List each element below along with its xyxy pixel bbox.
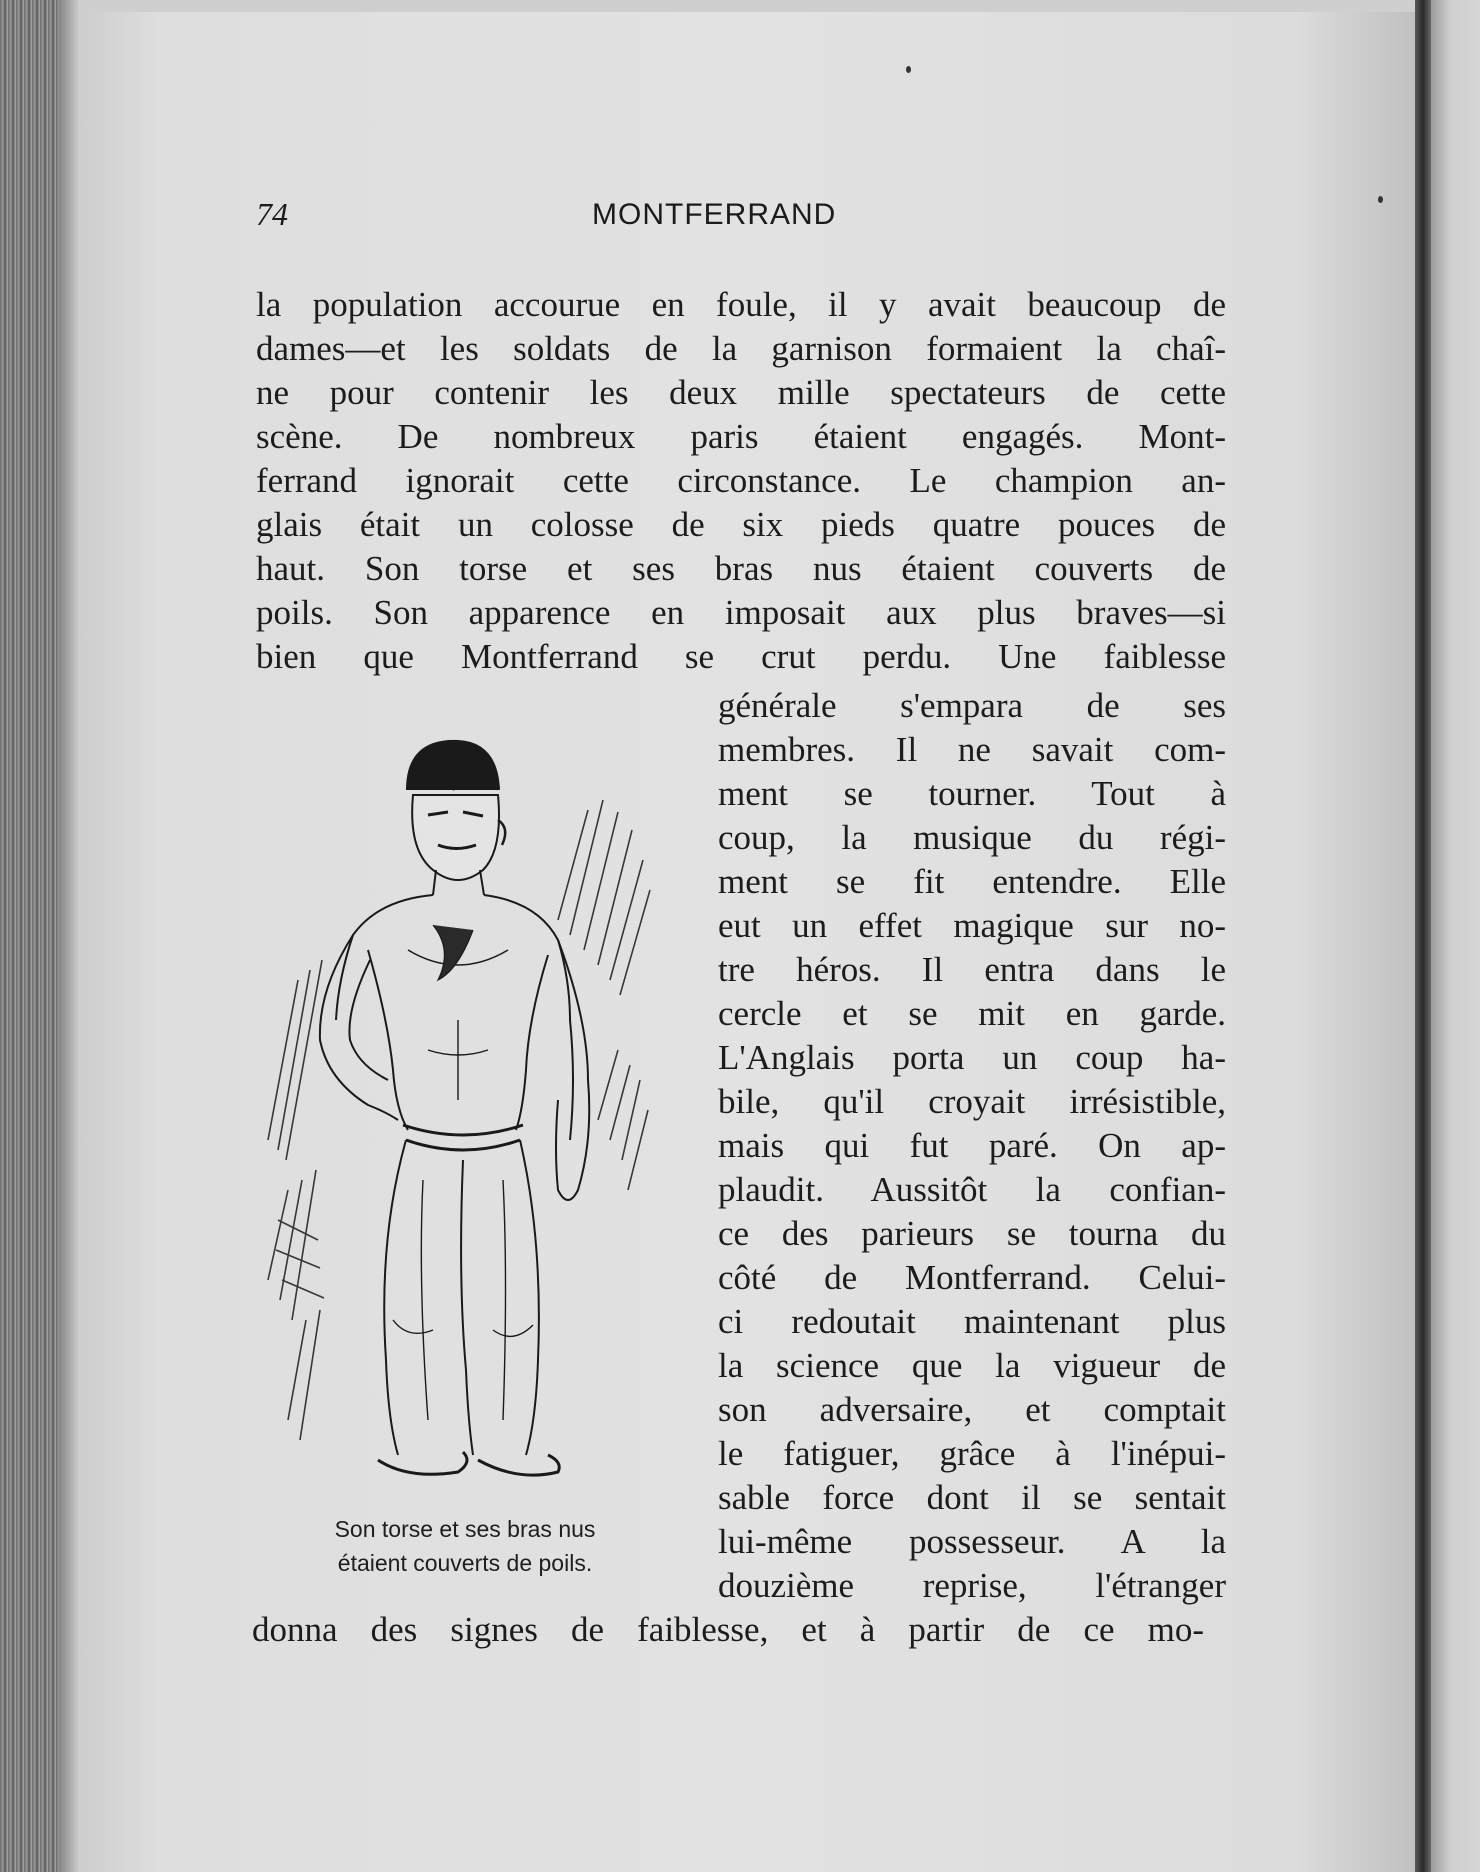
text-line: bien que Montferrand se crut perdu. Une faiblesse [256,637,1226,676]
running-head-title: MONTFERRAND [592,198,837,231]
text-line: glais était un colosse de six pieds quatre pouces de [256,505,1226,544]
figure-caption-line: Son torse et ses bras nus [334,1516,596,1542]
text-line: la population accourue en foule, il y avait beaucoup de [256,285,1226,324]
text-line: le fatiguer, grâce à l'inépui- [718,1434,1226,1473]
text-line: L'Anglais porta un coup ha- [718,1038,1226,1077]
text-line: sable force dont il se sentait [718,1478,1226,1517]
book-page-edges [0,0,78,1872]
text-line: donna des signes de faiblesse, et à partir de ce mo- [252,1610,1204,1649]
page-number: 74 [256,196,288,232]
text-line: ment se fit entendre. Elle [718,862,1226,901]
book-gutter [1415,0,1431,1872]
text-line: la science que la vigueur de [718,1346,1226,1385]
running-head [256,196,1256,236]
figure-caption-line: étaient couverts de poils. [337,1550,593,1576]
text-line: scène. De nombreux paris étaient engagés. Mont- [256,417,1226,456]
text-line: membres. Il ne savait com- [718,730,1226,769]
text-line: ci redoutait maintenant plus [718,1302,1226,1341]
text-line: haut. Son torse et ses bras nus étaient couverts de [256,549,1226,588]
text-line: mais qui fut paré. On ap- [718,1126,1226,1165]
text-line: eut un effet magique sur no- [718,906,1226,945]
text-line: bile, qu'il croyait irrésistible, [718,1082,1226,1121]
text-line: son adversaire, et comptait [718,1390,1226,1429]
facing-page-edge [1431,0,1480,1872]
text-line: ferrand ignorait cette circonstance. Le champion an- [256,461,1226,500]
text-line: douzième reprise, l'étranger [718,1566,1226,1605]
text-line: ne pour contenir les deux mille spectateurs de cette [256,373,1226,412]
text-line: générale s'empara de ses [718,686,1226,725]
text-line: dames—et les soldats de la garnison formaient la chaî- [256,329,1226,368]
illustration-shirtless-man [258,720,688,1500]
text-line: ment se tourner. Tout à [718,774,1226,813]
text-line: cercle et se mit en garde. [718,994,1226,1033]
text-line: lui-même possesseur. A la [718,1522,1226,1561]
text-line: plaudit. Aussitôt la confian- [718,1170,1226,1209]
text-line: poils. Son apparence en imposait aux plus braves—si [256,593,1226,632]
text-line: ce des parieurs se tourna du [718,1214,1226,1253]
text-line: tre héros. Il entra dans le [718,950,1226,989]
text-line: côté de Montferrand. Celui- [718,1258,1226,1297]
text-line: coup, la musique du régi- [718,818,1226,857]
